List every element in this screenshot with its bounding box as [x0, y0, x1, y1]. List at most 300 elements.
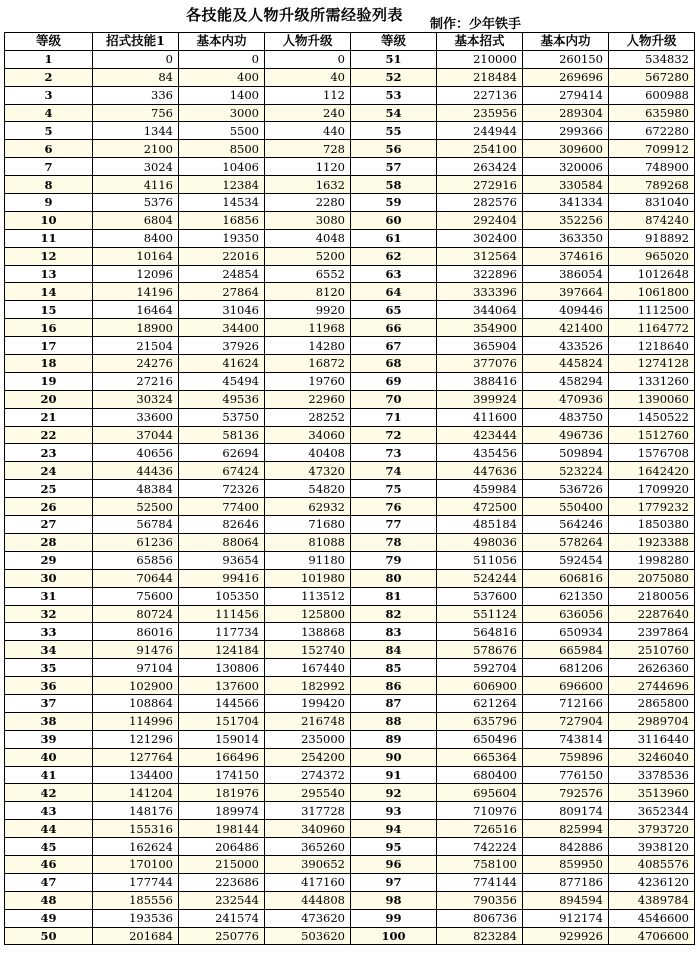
exp-cell: 299366 — [523, 122, 609, 140]
exp-cell: 9920 — [265, 301, 351, 319]
exp-cell: 4048 — [265, 229, 351, 247]
exp-cell: 1331260 — [609, 372, 695, 390]
exp-cell: 8120 — [265, 283, 351, 301]
exp-cell: 210000 — [437, 50, 523, 68]
exp-cell: 312564 — [437, 247, 523, 265]
exp-cell: 322896 — [437, 265, 523, 283]
table-row — [5, 855, 695, 873]
level-cell: 32 — [5, 605, 93, 623]
exp-cell: 14196 — [93, 283, 179, 301]
exp-cell: 31046 — [179, 301, 265, 319]
exp-cell: 551124 — [437, 605, 523, 623]
column-header: 基本内功 — [179, 33, 265, 51]
table-row — [5, 516, 695, 534]
table-row — [5, 891, 695, 909]
exp-cell: 365904 — [437, 337, 523, 355]
level-cell: 45 — [5, 838, 93, 856]
exp-cell: 3024 — [93, 158, 179, 176]
column-header: 人物升级 — [265, 33, 351, 51]
level-cell: 26 — [5, 498, 93, 516]
table-row — [5, 712, 695, 730]
exp-cell: 254100 — [437, 140, 523, 158]
exp-cell: 49536 — [179, 390, 265, 408]
level-cell: 9 — [5, 194, 93, 212]
exp-cell: 742224 — [437, 838, 523, 856]
exp-cell: 67424 — [179, 462, 265, 480]
table-row — [5, 587, 695, 605]
level-cell: 91 — [351, 766, 437, 784]
table-row — [5, 462, 695, 480]
exp-cell: 166496 — [179, 748, 265, 766]
exp-cell: 14280 — [265, 337, 351, 355]
exp-cell: 14534 — [179, 194, 265, 212]
exp-cell: 250776 — [179, 927, 265, 945]
level-cell: 22 — [5, 426, 93, 444]
exp-cell: 101980 — [265, 569, 351, 587]
exp-cell: 354900 — [437, 319, 523, 337]
exp-cell: 400 — [179, 68, 265, 86]
exp-cell: 81088 — [265, 533, 351, 551]
exp-cell: 3116440 — [609, 730, 695, 748]
level-cell: 52 — [351, 68, 437, 86]
exp-cell: 600988 — [609, 86, 695, 104]
table-row — [5, 337, 695, 355]
exp-cell: 695604 — [437, 784, 523, 802]
exp-cell: 0 — [179, 50, 265, 68]
exp-cell: 1450522 — [609, 408, 695, 426]
table-row — [5, 498, 695, 516]
exp-cell: 71680 — [265, 516, 351, 534]
level-cell: 37 — [5, 694, 93, 712]
exp-cell: 776150 — [523, 766, 609, 784]
exp-cell: 4706600 — [609, 927, 695, 945]
exp-cell: 727904 — [523, 712, 609, 730]
exp-cell: 141204 — [93, 784, 179, 802]
level-cell: 78 — [351, 533, 437, 551]
exp-cell: 62932 — [265, 498, 351, 516]
exp-cell: 37926 — [179, 337, 265, 355]
level-cell: 53 — [351, 86, 437, 104]
exp-cell: 34060 — [265, 426, 351, 444]
exp-cell: 789268 — [609, 176, 695, 194]
level-cell: 74 — [351, 462, 437, 480]
exp-cell: 809174 — [523, 802, 609, 820]
exp-cell: 44436 — [93, 462, 179, 480]
exp-cell: 263424 — [437, 158, 523, 176]
table-row — [5, 319, 695, 337]
exp-cell: 177744 — [93, 873, 179, 891]
level-cell: 60 — [351, 211, 437, 229]
exp-cell: 790356 — [437, 891, 523, 909]
exp-cell: 28252 — [265, 408, 351, 426]
level-cell: 25 — [5, 480, 93, 498]
level-cell: 43 — [5, 802, 93, 820]
exp-cell: 130806 — [179, 659, 265, 677]
exp-cell: 918892 — [609, 229, 695, 247]
table-row — [5, 873, 695, 891]
table-row — [5, 265, 695, 283]
level-cell: 18 — [5, 355, 93, 373]
level-cell: 87 — [351, 694, 437, 712]
level-cell: 72 — [351, 426, 437, 444]
exp-cell: 665984 — [523, 641, 609, 659]
level-cell: 21 — [5, 408, 93, 426]
level-cell: 34 — [5, 641, 93, 659]
exp-cell: 1344 — [93, 122, 179, 140]
level-cell: 82 — [351, 605, 437, 623]
exp-cell: 2287640 — [609, 605, 695, 623]
level-cell: 93 — [351, 802, 437, 820]
exp-cell: 397664 — [523, 283, 609, 301]
exp-cell: 759896 — [523, 748, 609, 766]
level-cell: 98 — [351, 891, 437, 909]
level-cell: 70 — [351, 390, 437, 408]
table-row — [5, 301, 695, 319]
exp-cell: 279414 — [523, 86, 609, 104]
exp-cell: 650934 — [523, 623, 609, 641]
table-row — [5, 229, 695, 247]
exp-cell: 97104 — [93, 659, 179, 677]
exp-cell: 377076 — [437, 355, 523, 373]
exp-cell: 269696 — [523, 68, 609, 86]
experience-table — [4, 32, 695, 945]
exp-cell: 56784 — [93, 516, 179, 534]
table-row — [5, 838, 695, 856]
exp-cell: 363350 — [523, 229, 609, 247]
table-row — [5, 355, 695, 373]
exp-cell: 399924 — [437, 390, 523, 408]
exp-cell: 5200 — [265, 247, 351, 265]
exp-cell: 3080 — [265, 211, 351, 229]
exp-cell: 16464 — [93, 301, 179, 319]
exp-cell: 409446 — [523, 301, 609, 319]
exp-cell: 30324 — [93, 390, 179, 408]
table-row — [5, 122, 695, 140]
exp-cell: 2989704 — [609, 712, 695, 730]
table-row — [5, 659, 695, 677]
level-cell: 75 — [351, 480, 437, 498]
exp-cell: 2180056 — [609, 587, 695, 605]
level-cell: 100 — [351, 927, 437, 945]
level-cell: 2 — [5, 68, 93, 86]
exp-cell: 374616 — [523, 247, 609, 265]
table-row — [5, 104, 695, 122]
level-cell: 76 — [351, 498, 437, 516]
exp-cell: 206486 — [179, 838, 265, 856]
exp-cell: 62694 — [179, 444, 265, 462]
exp-cell: 137600 — [179, 677, 265, 695]
exp-cell: 182992 — [265, 677, 351, 695]
level-cell: 92 — [351, 784, 437, 802]
exp-cell: 523224 — [523, 462, 609, 480]
exp-cell: 2626360 — [609, 659, 695, 677]
exp-cell: 272916 — [437, 176, 523, 194]
exp-cell: 485184 — [437, 516, 523, 534]
exp-cell: 86016 — [93, 623, 179, 641]
level-cell: 63 — [351, 265, 437, 283]
header-row — [5, 33, 695, 51]
column-header: 人物升级 — [609, 33, 695, 51]
exp-cell: 37044 — [93, 426, 179, 444]
level-cell: 95 — [351, 838, 437, 856]
exp-cell: 578264 — [523, 533, 609, 551]
level-cell: 54 — [351, 104, 437, 122]
level-cell: 40 — [5, 748, 93, 766]
table-row — [5, 784, 695, 802]
exp-cell: 70644 — [93, 569, 179, 587]
exp-cell: 4116 — [93, 176, 179, 194]
table-row — [5, 748, 695, 766]
exp-cell: 3793720 — [609, 820, 695, 838]
level-cell: 49 — [5, 909, 93, 927]
exp-cell: 606816 — [523, 569, 609, 587]
exp-cell: 1061800 — [609, 283, 695, 301]
exp-cell: 831040 — [609, 194, 695, 212]
exp-cell: 88064 — [179, 533, 265, 551]
exp-cell: 138868 — [265, 623, 351, 641]
exp-cell: 344064 — [437, 301, 523, 319]
author-credit: 制作：少年铁手 — [430, 17, 522, 32]
exp-cell: 274372 — [265, 766, 351, 784]
exp-cell: 503620 — [265, 927, 351, 945]
exp-cell: 40408 — [265, 444, 351, 462]
level-cell: 86 — [351, 677, 437, 695]
exp-cell: 80724 — [93, 605, 179, 623]
exp-cell: 240 — [265, 104, 351, 122]
exp-cell: 10164 — [93, 247, 179, 265]
level-cell: 73 — [351, 444, 437, 462]
table-row — [5, 176, 695, 194]
table-row — [5, 569, 695, 587]
level-cell: 46 — [5, 855, 93, 873]
exp-cell: 894594 — [523, 891, 609, 909]
exp-cell: 124184 — [179, 641, 265, 659]
level-cell: 68 — [351, 355, 437, 373]
level-cell: 97 — [351, 873, 437, 891]
level-cell: 28 — [5, 533, 93, 551]
exp-cell: 317728 — [265, 802, 351, 820]
exp-cell: 435456 — [437, 444, 523, 462]
exp-cell: 82646 — [179, 516, 265, 534]
column-header: 基本内功 — [523, 33, 609, 51]
exp-cell: 743814 — [523, 730, 609, 748]
exp-cell: 48384 — [93, 480, 179, 498]
exp-cell: 423444 — [437, 426, 523, 444]
level-cell: 81 — [351, 587, 437, 605]
exp-cell: 27864 — [179, 283, 265, 301]
level-cell: 64 — [351, 283, 437, 301]
exp-cell: 282576 — [437, 194, 523, 212]
level-cell: 56 — [351, 140, 437, 158]
exp-cell: 193536 — [93, 909, 179, 927]
exp-cell: 650496 — [437, 730, 523, 748]
level-cell: 58 — [351, 176, 437, 194]
level-cell: 47 — [5, 873, 93, 891]
exp-cell: 3378536 — [609, 766, 695, 784]
exp-cell: 336 — [93, 86, 179, 104]
table-row — [5, 766, 695, 784]
exp-cell: 235000 — [265, 730, 351, 748]
level-cell: 65 — [351, 301, 437, 319]
exp-cell: 27216 — [93, 372, 179, 390]
exp-cell: 2280 — [265, 194, 351, 212]
exp-cell: 1779232 — [609, 498, 695, 516]
level-cell: 41 — [5, 766, 93, 784]
level-cell: 94 — [351, 820, 437, 838]
exp-cell: 45494 — [179, 372, 265, 390]
exp-cell: 333396 — [437, 283, 523, 301]
exp-cell: 108864 — [93, 694, 179, 712]
exp-cell: 758100 — [437, 855, 523, 873]
exp-cell: 10406 — [179, 158, 265, 176]
exp-cell: 511056 — [437, 551, 523, 569]
table-row — [5, 283, 695, 301]
exp-cell: 3513960 — [609, 784, 695, 802]
exp-cell: 232544 — [179, 891, 265, 909]
level-cell: 83 — [351, 623, 437, 641]
exp-cell: 537600 — [437, 587, 523, 605]
level-cell: 14 — [5, 283, 93, 301]
exp-cell: 2075080 — [609, 569, 695, 587]
exp-cell: 2744696 — [609, 677, 695, 695]
table-row — [5, 730, 695, 748]
exp-cell: 728 — [265, 140, 351, 158]
exp-cell: 113512 — [265, 587, 351, 605]
table-row — [5, 372, 695, 390]
exp-cell: 53750 — [179, 408, 265, 426]
exp-cell: 459984 — [437, 480, 523, 498]
level-cell: 8 — [5, 176, 93, 194]
exp-cell: 40656 — [93, 444, 179, 462]
exp-cell: 201684 — [93, 927, 179, 945]
level-cell: 62 — [351, 247, 437, 265]
level-cell: 3 — [5, 86, 93, 104]
exp-cell: 260150 — [523, 50, 609, 68]
level-cell: 4 — [5, 104, 93, 122]
level-cell: 48 — [5, 891, 93, 909]
exp-cell: 189974 — [179, 802, 265, 820]
table-row — [5, 820, 695, 838]
exp-cell: 4085576 — [609, 855, 695, 873]
exp-cell: 102900 — [93, 677, 179, 695]
exp-cell: 665364 — [437, 748, 523, 766]
level-cell: 35 — [5, 659, 93, 677]
exp-cell: 2100 — [93, 140, 179, 158]
level-cell: 19 — [5, 372, 93, 390]
table-row — [5, 533, 695, 551]
exp-cell: 52500 — [93, 498, 179, 516]
exp-cell: 24276 — [93, 355, 179, 373]
level-cell: 59 — [351, 194, 437, 212]
exp-cell: 151704 — [179, 712, 265, 730]
exp-cell: 433526 — [523, 337, 609, 355]
table-row — [5, 551, 695, 569]
level-cell: 67 — [351, 337, 437, 355]
exp-cell: 148176 — [93, 802, 179, 820]
exp-cell: 635796 — [437, 712, 523, 730]
exp-cell: 444808 — [265, 891, 351, 909]
exp-cell: 61236 — [93, 533, 179, 551]
exp-cell: 912174 — [523, 909, 609, 927]
exp-cell: 41624 — [179, 355, 265, 373]
page-title: 各技能及人物升级所需经验列表 — [186, 6, 404, 24]
exp-cell: 0 — [265, 50, 351, 68]
table-row — [5, 86, 695, 104]
exp-cell: 111456 — [179, 605, 265, 623]
exp-cell: 58136 — [179, 426, 265, 444]
table-row — [5, 909, 695, 927]
exp-cell: 4236120 — [609, 873, 695, 891]
table-row — [5, 194, 695, 212]
level-cell: 12 — [5, 247, 93, 265]
exp-cell: 185556 — [93, 891, 179, 909]
level-cell: 57 — [351, 158, 437, 176]
table-row — [5, 50, 695, 68]
level-cell: 6 — [5, 140, 93, 158]
exp-cell: 524244 — [437, 569, 523, 587]
exp-cell: 458294 — [523, 372, 609, 390]
exp-cell: 198144 — [179, 820, 265, 838]
exp-cell: 965020 — [609, 247, 695, 265]
exp-cell: 34400 — [179, 319, 265, 337]
exp-cell: 159014 — [179, 730, 265, 748]
exp-cell: 2397864 — [609, 623, 695, 641]
exp-cell: 774144 — [437, 873, 523, 891]
level-cell: 80 — [351, 569, 437, 587]
exp-cell: 635980 — [609, 104, 695, 122]
exp-cell: 19350 — [179, 229, 265, 247]
exp-cell: 842886 — [523, 838, 609, 856]
level-cell: 7 — [5, 158, 93, 176]
exp-cell: 54820 — [265, 480, 351, 498]
exp-cell: 91476 — [93, 641, 179, 659]
level-cell: 24 — [5, 462, 93, 480]
exp-cell: 12384 — [179, 176, 265, 194]
column-header: 基本招式 — [437, 33, 523, 51]
level-cell: 39 — [5, 730, 93, 748]
exp-cell: 859950 — [523, 855, 609, 873]
level-cell: 36 — [5, 677, 93, 695]
column-header: 等级 — [351, 33, 437, 51]
exp-cell: 155316 — [93, 820, 179, 838]
exp-cell: 1218640 — [609, 337, 695, 355]
exp-cell: 929926 — [523, 927, 609, 945]
level-cell: 17 — [5, 337, 93, 355]
exp-cell: 114996 — [93, 712, 179, 730]
exp-cell: 564246 — [523, 516, 609, 534]
exp-cell: 47320 — [265, 462, 351, 480]
exp-cell: 6804 — [93, 211, 179, 229]
exp-cell: 1012648 — [609, 265, 695, 283]
exp-cell: 421400 — [523, 319, 609, 337]
exp-cell: 112 — [265, 86, 351, 104]
level-cell: 90 — [351, 748, 437, 766]
exp-cell: 712166 — [523, 694, 609, 712]
title-bar — [0, 4, 698, 30]
column-header: 等级 — [5, 33, 93, 51]
table-row — [5, 68, 695, 86]
exp-cell: 4389784 — [609, 891, 695, 909]
level-cell: 13 — [5, 265, 93, 283]
level-cell: 50 — [5, 927, 93, 945]
exp-cell: 77400 — [179, 498, 265, 516]
exp-cell: 199420 — [265, 694, 351, 712]
exp-cell: 621264 — [437, 694, 523, 712]
exp-cell: 24854 — [179, 265, 265, 283]
exp-cell: 564816 — [437, 623, 523, 641]
exp-cell: 509894 — [523, 444, 609, 462]
exp-cell: 3000 — [179, 104, 265, 122]
